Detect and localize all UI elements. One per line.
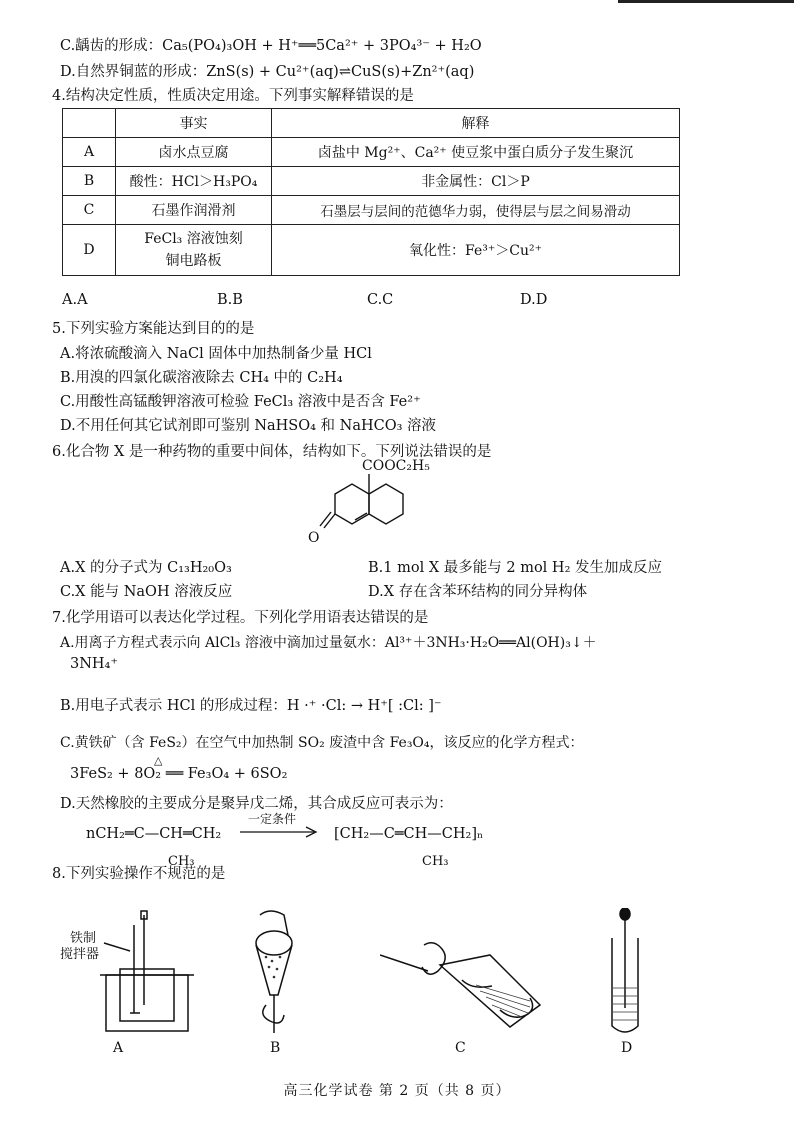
row-fact: 卤水点豆腐 [116, 138, 272, 167]
q5-stem: 5.下列实验方案能达到目的的是 [52, 321, 255, 337]
row-explanation: 卤盐中 Mg²⁺、Ca²⁺ 使豆浆中蛋白质分子发生聚沉 [272, 138, 680, 167]
top-rule [618, 0, 794, 3]
figure-label-a: A [113, 1040, 124, 1056]
table-header-row [63, 109, 680, 138]
figure-c [380, 925, 560, 1039]
table-row [63, 225, 680, 276]
monomer-methyl: CH₃ [168, 854, 195, 869]
q5-option-a: A.将浓硫酸滴入 NaCl 固体中加热制备少量 HCl [60, 346, 372, 362]
facts-table [62, 108, 680, 276]
row-fact-line1: FeCl₃ 溶液蚀刻 [144, 231, 243, 247]
q6-option-c: C.X 能与 NaOH 溶液反应 [60, 584, 233, 600]
q4-option-b: B.B [217, 292, 243, 308]
q5-option-d: D.不用任何其它试剂即可鉴别 NaHSO₄ 和 NaHCO₃ 溶液 [60, 418, 437, 434]
table-header [63, 109, 116, 138]
row-key: C [63, 196, 116, 225]
stirrer-label-line2: 搅拌器 [60, 947, 100, 962]
conical-flask-svg [380, 925, 560, 1035]
q7-option-a-line1: A.用离子方程式表示向 AlCl₃ 溶液中滴加过量氨水：Al³⁺＋3NH₃·H₂O══Al(OH)₃↓＋ [60, 635, 597, 651]
table-header: 事实 [116, 109, 272, 138]
separatory-funnel-svg [240, 905, 310, 1040]
table-row [63, 196, 680, 225]
figure-label-b: B [270, 1040, 281, 1056]
polymer-methyl: CH₃ [422, 854, 449, 869]
heat-condition: △ [154, 754, 163, 767]
q4-option-d: D.D [520, 292, 548, 308]
q7-option-c-line1: C.黄铁矿（含 FeS₂）在空气中加热制 SO₂ 废渣中含 Fe₃O₄，该反应的化学方程式： [60, 735, 584, 751]
q3-option-c: C.龋齿的形成：Ca₅(PO₄)₃OH + H⁺══5Ca²⁺ + 3PO₄³⁻ + H₂O [60, 38, 482, 54]
test-tube-dropper-svg [600, 908, 650, 1038]
q4-option-a: A.A [62, 292, 88, 308]
row-fact: 酸性：HCl＞H₃PO₄ [116, 167, 272, 196]
ester-label: COOC₂H₅ [362, 458, 430, 474]
carbonyl-oxygen-label: O [308, 530, 320, 546]
q7-option-d: D.天然橡胶的主要成分是聚异戊二烯，其合成反应可表示为： [60, 796, 453, 812]
figure-label-d: D [621, 1040, 633, 1056]
table-header: 解释 [272, 109, 680, 138]
q4-stem: 4.结构决定性质，性质决定用途。下列事实解释错误的是 [52, 88, 414, 104]
figure-d [600, 908, 650, 1042]
compound-x-svg [300, 462, 440, 552]
monomer-formula: nCH₂═C—CH═CH₂ [86, 826, 222, 842]
row-fact [116, 225, 272, 276]
table-row [63, 167, 680, 196]
reaction-arrow [240, 826, 320, 838]
figure-label-c: C [455, 1040, 466, 1056]
reaction-condition: 一定条件 [248, 812, 297, 826]
q4-option-c: C.C [367, 292, 394, 308]
q8-stem: 8.下列实验操作不规范的是 [52, 866, 226, 882]
row-explanation: 非金属性：Cl＞P [272, 167, 680, 196]
figure-b [240, 905, 310, 1044]
q6-stem: 6.化合物 X 是一种药物的重要中间体，结构如下。下列说法错误的是 [52, 444, 492, 460]
q6-option-b: B.1 mol X 最多能与 2 mol H₂ 发生加成反应 [368, 560, 662, 576]
row-key: B [63, 167, 116, 196]
polymer-formula: [CH₂—C═CH—CH₂]ₙ [334, 826, 484, 842]
page-footer: 高三化学试卷 第 2 页（共 8 页） [283, 1083, 511, 1099]
compound-x-structure [300, 458, 440, 556]
stirrer-label-line1: 铁制 [70, 931, 97, 946]
row-fact-line2: 铜电路板 [165, 253, 222, 269]
calorimeter-svg [100, 905, 200, 1035]
q6-option-d: D.X 存在含苯环结构的同分异构体 [368, 584, 588, 600]
q7-option-a-line2: 3NH₄⁺ [70, 656, 119, 672]
q7-stem: 7.化学用语可以表达化学过程。下列化学用语表达错误的是 [52, 610, 429, 626]
q7-option-b: B.用电子式表示 HCl 的形成过程：H ·⁺ ·Cl: → H⁺[ :Cl: ]⁻ [60, 698, 442, 714]
q6-option-a: A.X 的分子式为 C₁₃H₂₀O₃ [60, 560, 232, 576]
row-key: D [63, 225, 116, 276]
q3-option-d: D.自然界铜蓝的形成：ZnS(s) + Cu²⁺(aq)⇌CuS(s)+Zn²⁺(aq) [60, 64, 475, 80]
q7-option-c-line2: 3FeS₂ + 8O₂ ══ Fe₃O₄ + 6SO₂ [70, 766, 288, 782]
row-explanation: 氧化性：Fe³⁺＞Cu²⁺ [272, 225, 680, 276]
q5-option-c: C.用酸性高锰酸钾溶液可检验 FeCl₃ 溶液中是否含 Fe²⁺ [60, 394, 421, 410]
row-key: A [63, 138, 116, 167]
table-row [63, 138, 680, 167]
row-explanation: 石墨层与层间的范德华力弱，使得层与层之间易滑动 [272, 196, 680, 225]
q5-option-b: B.用溴的四氯化碳溶液除去 CH₄ 中的 C₂H₄ [60, 370, 343, 386]
row-fact: 石墨作润滑剂 [116, 196, 272, 225]
